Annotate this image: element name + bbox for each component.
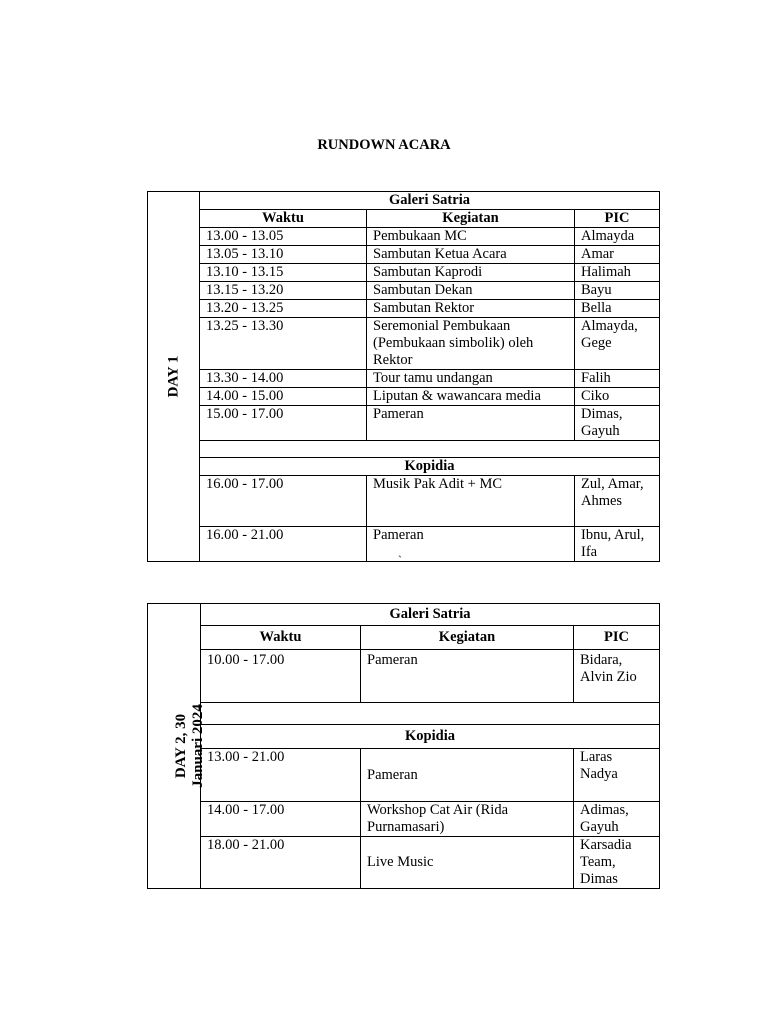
stray-mark: ` [398,553,402,567]
header-time: Waktu [200,210,367,228]
day2-label-line2: Januari 2024 [189,704,206,788]
day2-table [147,603,660,889]
table-row [148,300,660,318]
day1-table [147,191,660,562]
spacer-cell [201,703,660,725]
day2-label-line1: DAY 2, 30 [172,713,189,779]
pic-cell: Bidara, Alvin Zio [574,650,660,703]
day2-venue2-header: Kopidia [201,725,660,749]
activity-cell: Tour tamu undangan [367,370,575,388]
table-row [148,246,660,264]
time-cell: 13.00 - 21.00 [201,749,361,802]
spacer-row [148,441,660,458]
pic-cell: Almayda, Gege [575,318,660,370]
pic-cell: Zul, Amar, Ahmes [575,476,660,527]
table-row [148,388,660,406]
activity-cell: Live Music [361,837,574,889]
pic-cell: Amar [575,246,660,264]
pic-cell: Falih [575,370,660,388]
spacer-row [148,703,660,725]
pic-cell: Bayu [575,282,660,300]
day2-label [173,704,207,788]
activity-cell: Workshop Cat Air (Rida Purnamasari) [361,802,574,837]
header-time: Waktu [201,626,361,650]
day1-venue2-header: Kopidia [200,458,660,476]
table-row [148,228,660,246]
day2-label-cell [148,604,206,889]
activity-cell: Pameran [367,527,575,562]
pic-cell: Ibnu, Arul, Ifa [575,527,660,562]
time-cell: 13.10 - 13.15 [200,264,367,282]
activity-cell: Liputan & wawancara media [367,388,575,406]
activity-cell: Musik Pak Adit + MC [367,476,575,527]
table-row [148,527,660,562]
pic-cell: Almayda [575,228,660,246]
activity-cell: Sambutan Ketua Acara [367,246,575,264]
time-cell: 13.00 - 13.05 [200,228,367,246]
pic-cell: Ciko [575,388,660,406]
time-cell: 14.00 - 15.00 [200,388,367,406]
activity-cell: Seremonial Pembukaan (Pembukaan simbolik) oleh Rektor [367,318,575,370]
table-row [148,318,660,370]
day1-venue1-header: Galeri Satria [200,192,660,210]
day1-label: DAY 1 [164,355,181,398]
spacer-cell [200,441,660,458]
time-cell: 16.00 - 21.00 [200,527,367,562]
header-activity: Kegiatan [361,626,574,650]
day2-venue1-header: Galeri Satria [201,604,660,626]
time-cell: 18.00 - 21.00 [201,837,361,889]
header-activity: Kegiatan [367,210,575,228]
time-cell: 14.00 - 17.00 [201,802,361,837]
day1-label-cell [148,192,200,562]
time-cell: 13.20 - 13.25 [200,300,367,318]
activity-cell: Sambutan Rektor [367,300,575,318]
time-cell: 13.25 - 13.30 [200,318,367,370]
table-row [148,406,660,441]
time-cell: 15.00 - 17.00 [200,406,367,441]
table-row [148,650,660,703]
time-cell: 13.15 - 13.20 [200,282,367,300]
time-cell: 13.30 - 14.00 [200,370,367,388]
pic-cell: Dimas, Gayuh [575,406,660,441]
pic-cell: Karsadia Team, Dimas [574,837,660,889]
table-row [148,802,660,837]
header-pic: PIC [575,210,660,228]
activity-cell: Sambutan Dekan [367,282,575,300]
time-cell: 16.00 - 17.00 [200,476,367,527]
table-row [148,264,660,282]
table-row [148,749,660,802]
activity-cell: Sambutan Kaprodi [367,264,575,282]
activity-cell: Pameran [361,650,574,703]
time-cell: 13.05 - 13.10 [200,246,367,264]
pic-cell: Halimah [575,264,660,282]
activity-cell: Pembukaan MC [367,228,575,246]
table-row [148,837,660,889]
page-title: RUNDOWN ACARA [317,137,451,153]
header-pic: PIC [574,626,660,650]
pic-cell: Bella [575,300,660,318]
pic-cell: Adimas, Gayuh [574,802,660,837]
activity-cell: Pameran [367,406,575,441]
table-row [148,282,660,300]
time-cell: 10.00 - 17.00 [201,650,361,703]
table-row [148,370,660,388]
table-row [148,476,660,527]
activity-cell: Pameran [361,749,574,802]
pic-cell: Laras Nadya [574,749,660,802]
